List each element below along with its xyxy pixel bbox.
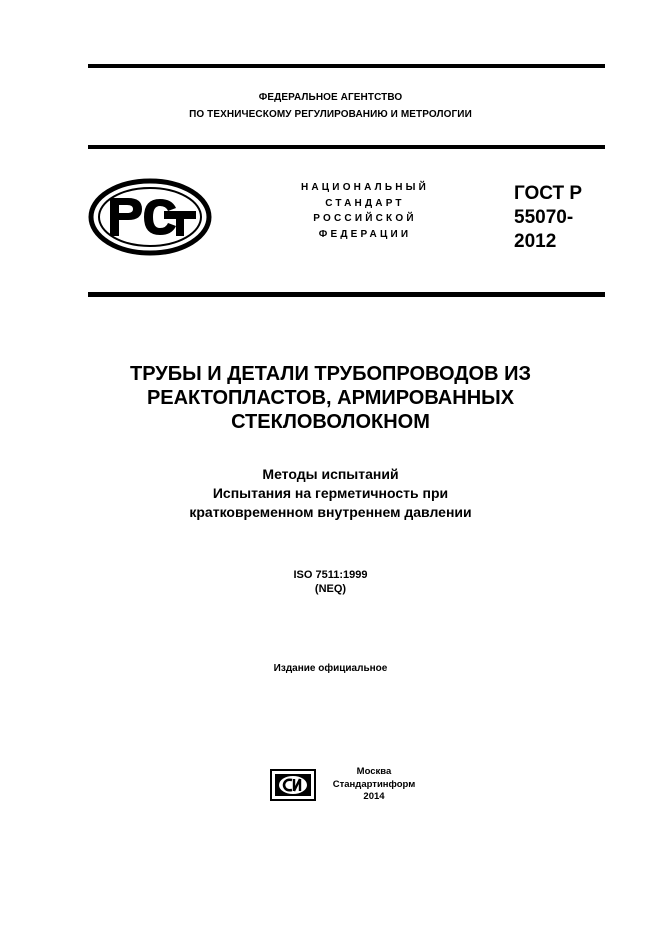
gost-line-3: 2012 (514, 231, 557, 252)
subtitle-line-1: Методы испытаний (262, 466, 399, 482)
subtitle-line-3: кратковременном внутреннем давлении (189, 504, 472, 520)
national-line-3: РОССИЙСКОЙ (313, 213, 417, 224)
national-line-2: СТАНДАРТ (325, 197, 405, 209)
agency-line-2: ПО ТЕХНИЧЕСКОМУ РЕГУЛИРОВАНИЮ И МЕТРОЛОГИИ (189, 109, 472, 120)
agency-header (0, 89, 661, 123)
edition-label: Издание официальное (273, 663, 388, 674)
publisher-year: 2014 (363, 791, 385, 802)
gost-line-2: 55070- (514, 207, 574, 228)
top-rule (88, 64, 605, 68)
title-line-2: РЕАКТОПЛАСТОВ, АРМИРОВАННЫХ (146, 387, 515, 409)
national-standard-label (275, 180, 455, 242)
national-line-1: НАЦИОНАЛЬНЫЙ (300, 182, 430, 193)
rst-logo-icon (88, 178, 212, 256)
iso-reference (0, 568, 661, 596)
iso-number: ISO 7511:1999 (293, 569, 368, 581)
title-line-1: ТРУБЫ И ДЕТАЛИ ТРУБОПРОВОДОВ ИЗ (130, 363, 531, 385)
agency-line-1: ФЕДЕРАЛЬНОЕ АГЕНТСТВО (258, 92, 403, 103)
publisher-name: Стандартинформ (332, 778, 416, 790)
standartinform-logo-icon (270, 769, 316, 801)
gost-line-1: ГОСТ Р (514, 183, 583, 204)
document-title (0, 362, 661, 434)
document-subtitle (0, 465, 661, 522)
gost-number (514, 182, 582, 254)
section-rule (88, 292, 605, 297)
subtitle-line-2: Испытания на герметичность при (212, 485, 449, 501)
title-line-3: СТЕКЛОВОЛОКНОМ (231, 411, 430, 433)
header-rule (88, 145, 605, 149)
publisher-info (322, 766, 426, 804)
publisher-city: Москва (356, 766, 392, 777)
iso-equivalence: (NEQ) (314, 583, 347, 595)
national-line-4: ФЕДЕРАЦИИ (318, 228, 412, 240)
